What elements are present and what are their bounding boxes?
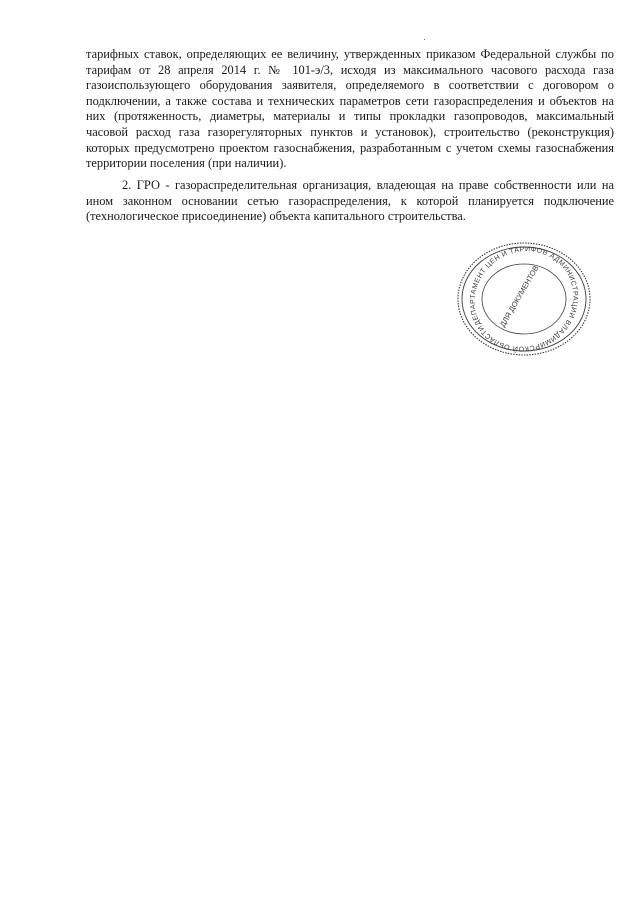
stamp-outer-text: ДЕПАРТАМЕНТ ЦЕН И ТАРИФОВ АДМИНИСТРАЦИИ ВЛАДИМИРСКОЙ ОБЛАСТИ (469, 246, 579, 352)
stamp-inner-text: ДЛЯ ДОКУМЕНТОВ (497, 263, 541, 329)
official-stamp (455, 240, 593, 358)
svg-text:ДЕПАРТАМЕНТ ЦЕН И ТАРИФОВ АДМИ (455, 240, 593, 358)
paragraph-tariff-continuation: тарифных ставок, определяющих ее величину, утвержденных приказом Федеральной службы по тарифам от 28 апреля 2014 г. № 101-э/3, исходя из максимального часового расхода газа газоиспользующего оборудования заявителя, определяемого в соответствии с договором о подключении, а также состава и технических параметров сети газораспределения и объектов на них (протяженность, диаметры, материалы и типы прокладки газопроводов, максимальный часовой расход газа газорегуляторных пунктов и установок), строительство (реконструкция) которых предусмотрено проектом газоснабжения, разработанным с учетом схемы газоснабжения территории поселения (при наличии). (86, 47, 614, 171)
scan-speck (424, 39, 425, 40)
paragraph-gro-definition: 2. ГРО - газораспределительная организация, владеющая на праве собственности или на ином законном основании сетью газораспределения, к которой планируется подключение (технологическое присоединение) объекта капитального строительства. (86, 178, 614, 224)
